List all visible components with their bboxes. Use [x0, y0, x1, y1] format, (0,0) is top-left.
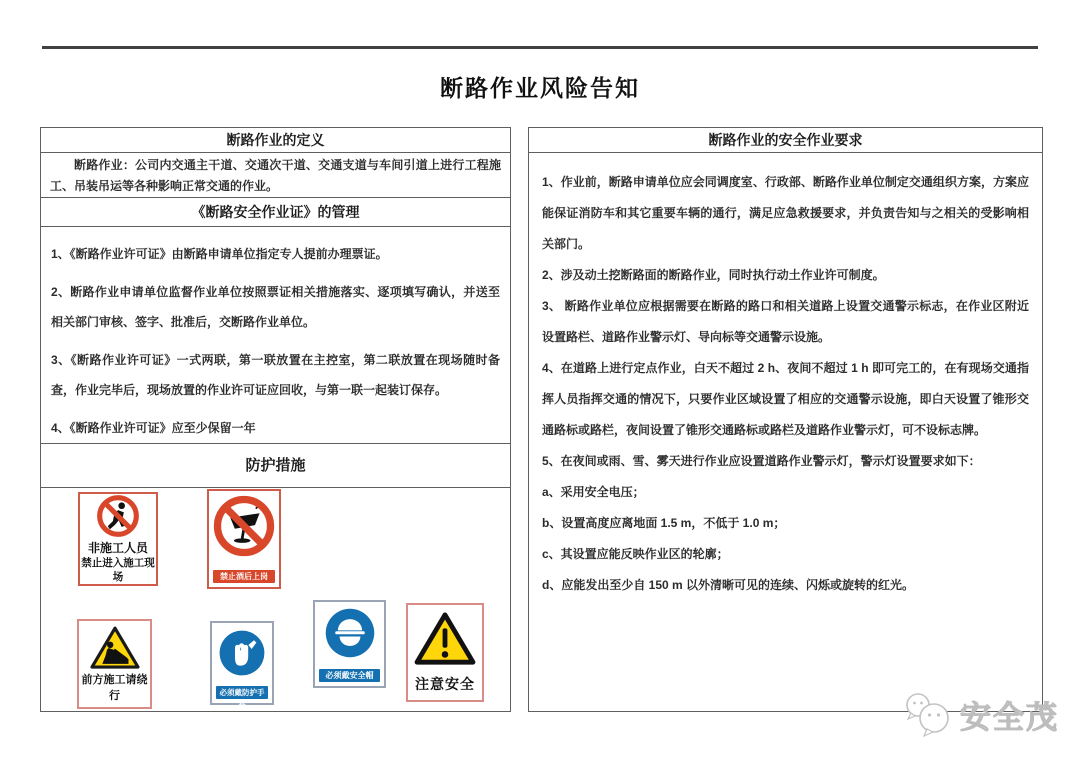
requirement-item: 5、在夜间或雨、雪、雾天进行作业应设置道路作业警示灯，警示灯设置要求如下： [542, 454, 981, 468]
requirement-item: c、其设置应能反映作业区的轮廓； [542, 547, 729, 561]
management-items [41, 227, 510, 444]
no-pedestrian-icon [93, 494, 143, 538]
requirement-item: 3、 断路作业单位应根据需要在断路的路口和相关道路上设置交通警示标志，在作业区附近设置路栏、道路作业警示灯、导向标等交通警示设施。 [542, 299, 1029, 344]
sign-text: 注意安全 [415, 676, 475, 692]
top-divider [42, 46, 1038, 49]
left-panel [40, 127, 511, 712]
requirement-item: b、设置高度应离地面 1.5 m，不低于 1.0 m； [542, 516, 786, 530]
definition-header: 断路作业的定义 [41, 128, 510, 153]
safety-signs-area [41, 488, 510, 711]
no-alcohol-icon [212, 494, 276, 558]
requirement-item: a、采用安全电压； [542, 485, 645, 499]
management-item: 3、《断路作业许可证》一式两联，第一联放置在主控室，第二联放置在现场随时备查，作业完毕后，现场放置的作业许可证应回收，与第一联一起装订保存。 [51, 353, 500, 397]
requirement-item: 2、涉及动土挖断路面的断路作业，同时执行动土作业许可制度。 [542, 268, 885, 282]
sign-no-entry [78, 492, 158, 586]
exclamation-triangle-icon [414, 611, 476, 667]
sign-wear-helmet [313, 600, 386, 688]
right-panel [528, 127, 1043, 712]
sign-wear-gloves [210, 621, 274, 710]
watermark-logo [903, 690, 1059, 738]
requirement-item: 1、作业前，断路申请单位应会同调度室、行政部、断路作业单位制定交通组织方案，方案应能保证消防车和其它重要车辆的通行，满足应急救援要求，并负责告知与之相关的受影响相关部门。 [542, 175, 1029, 251]
protection-header: 防护措施 [41, 444, 510, 488]
sign-no-alcohol [207, 489, 281, 589]
definition-text: 断路作业：公司内交通主干道、交通次干道、交通支道与车间引道上进行工程施工、吊装吊运等各种影响正常交通的作业。 [41, 153, 510, 198]
glove-icon [218, 629, 266, 677]
watermark-text: 安全茂 [960, 699, 1059, 735]
sign-caution [406, 603, 484, 702]
sign-text: 非施工人员 [87, 541, 148, 555]
sign-text: 前方施工请绕行 [81, 674, 148, 702]
management-item: 1、《断路作业许可证》由断路申请单位指定专人提前办理票证。 [51, 247, 388, 261]
management-item: 2、断路作业申请单位监督作业单位按照票证相关措施落实、逐项填写确认，并送至相关部门审核、签字、批准后，交断路作业单位。 [51, 285, 500, 329]
sign-band: 必须戴安全帽 [319, 669, 380, 682]
requirement-item: 4、在道路上进行定点作业，白天不超过 2 h、夜间不超过 1 h 即可完工的，在有现场交通指挥人员指挥交通的情况下，只要作业区域设置了相应的交通警示设施，即白天设置了锥形交通路标或路栏，夜间设置了锥形交通路标或路栏及道路作业警示灯，可不设标志牌。 [542, 361, 1029, 437]
sign-text: 禁止进入施工现场 [81, 557, 155, 583]
requirement-item: d、应能发出至少自 150 m 以外清晰可见的连续、闪烁或旋转的红光。 [542, 578, 915, 592]
sign-band: 禁止酒后上岗 [213, 570, 275, 583]
requirements-header: 断路作业的安全作业要求 [529, 128, 1042, 153]
chat-bubbles-icon [903, 690, 955, 738]
sign-construction-detour [77, 619, 152, 709]
requirements-body [529, 153, 1042, 601]
helmet-icon [324, 607, 376, 659]
construction-worker-icon [85, 625, 145, 671]
management-header: 《断路安全作业证》的管理 [41, 198, 510, 227]
page-title: 断路作业风险告知 [440, 75, 640, 101]
management-item: 4、《断路作业许可证》应至少保留一年 [51, 421, 256, 435]
sign-band: 必须戴防护手套 [216, 686, 268, 699]
